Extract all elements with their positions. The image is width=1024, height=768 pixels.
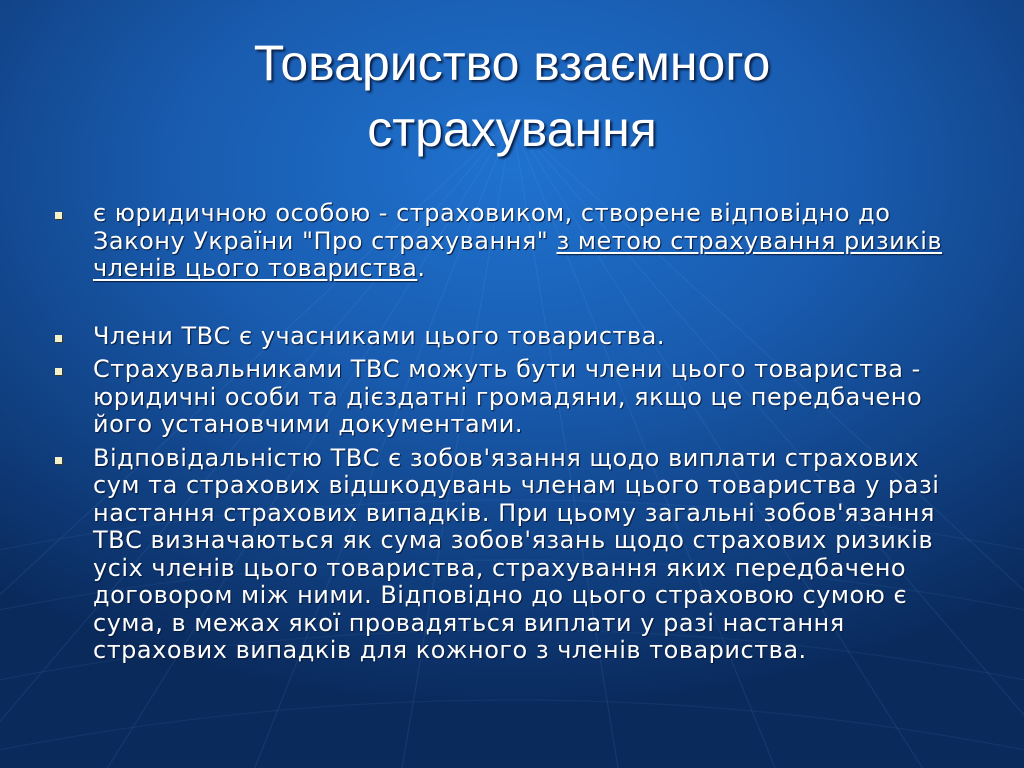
bullet-text: є юридичною особою - страховиком, створене відповідно до Закону України "Про страхування" bbox=[93, 199, 891, 255]
bullet-text-end: . bbox=[417, 254, 426, 282]
slide-title-line-1: Товариство взаємного bbox=[253, 35, 771, 91]
slide-title-line-2: страхування bbox=[367, 101, 657, 157]
bullet-underlined-text: з метою страхування ризиків членів цього товариства bbox=[93, 226, 943, 282]
bullet-list bbox=[55, 200, 960, 671]
bullet-text: Відповідальністю ТВС є зобов'язання щодо виплати страхових сум та страхових відшкодувань членам цього товариства у разі настання страхових випадків. При цьому загальні зобов'язання ТВС визначаються як сума зобов'язань щодо страхових ризиків усіх членів цього товариства, страхування яких передбачено договором між ними. Відповідно до цього страховою сумою є сума, в межах якої провадяться виплати у разі настання страхових випадків для кожного з членів товариства. bbox=[93, 443, 940, 664]
bullet-item-members bbox=[55, 323, 960, 351]
slide-title bbox=[60, 30, 964, 162]
bullet-item-policyholders bbox=[55, 356, 960, 439]
square-bullet-icon bbox=[55, 212, 62, 219]
square-bullet-icon bbox=[55, 457, 62, 464]
bullet-item-liability bbox=[55, 445, 960, 665]
square-bullet-icon bbox=[55, 335, 62, 342]
bullet-text: Страхувальниками ТВС можуть бути члени цього товариства - юридичні особи та дієздатні громадяни, якщо це передбачено його установчими документами. bbox=[93, 355, 923, 438]
bullet-item-legal-entity bbox=[55, 200, 960, 283]
bullet-text: Члени ТВС є учасниками цього товариства. bbox=[93, 321, 665, 350]
square-bullet-icon bbox=[55, 368, 62, 375]
